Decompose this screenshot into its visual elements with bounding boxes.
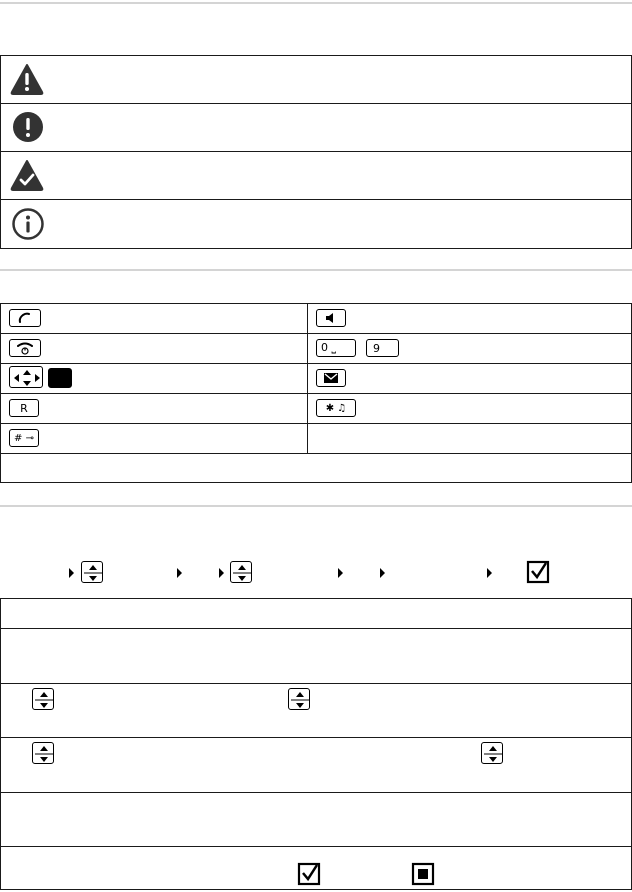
digit-key-9: 9 [366, 339, 399, 357]
section-separator-2 [0, 505, 632, 507]
step-arrow-icon [69, 568, 74, 578]
talk-key [9, 309, 41, 327]
checkbox-checked-icon [297, 862, 321, 886]
message-key [316, 369, 346, 387]
control-key-icon [9, 366, 43, 388]
step-arrow-icon [177, 568, 182, 578]
star-key: ✱ ♫ [316, 399, 356, 417]
speaker-key [316, 309, 346, 327]
control-key-icon [230, 561, 252, 583]
exclamation-circle-icon [11, 110, 45, 144]
step-arrow-icon [338, 568, 343, 578]
control-key-icon [32, 688, 54, 710]
control-key-icon [32, 742, 54, 764]
checkbox-unchecked-icon [411, 862, 435, 886]
step-arrow-icon [487, 568, 492, 578]
section-separator [0, 269, 632, 271]
step-arrow-icon [380, 568, 385, 578]
control-key-icon [288, 688, 310, 710]
info-circle-icon [11, 207, 45, 241]
control-key-icon [481, 742, 503, 764]
end-call-key [9, 339, 41, 357]
warning-triangle-icon [10, 62, 44, 96]
checkbox-checked-icon [526, 560, 550, 584]
display-key [48, 368, 72, 388]
hash-key: # ⊸ [9, 429, 39, 447]
check-triangle-icon [10, 158, 44, 192]
top-separator [0, 2, 632, 4]
step-arrow-icon [219, 568, 224, 578]
recall-key: R [9, 399, 39, 417]
symbol-table [0, 55, 632, 249]
control-key-icon [81, 561, 103, 583]
digit-key-0: 0 ⎵ [316, 339, 356, 357]
